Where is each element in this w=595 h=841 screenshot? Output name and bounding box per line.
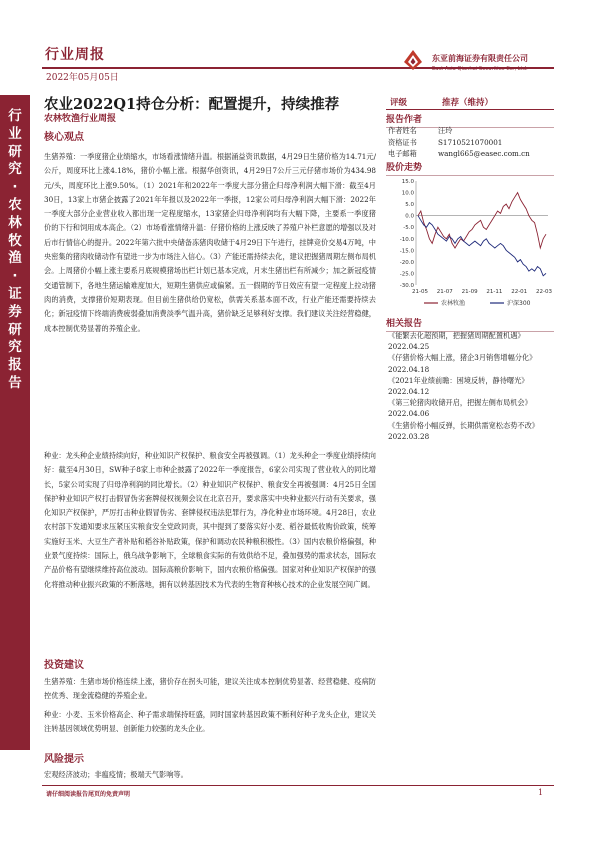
footer-divider [42, 785, 554, 786]
related-report-link[interactable]: 《仔猪价格大幅上涨，猪企3月销售增幅分化》2022.04.18 [388, 353, 537, 374]
sidebar-label: 行业研究·农林牧渔·证券研究报告 [8, 108, 22, 391]
analyst-key: 资格证书 [388, 137, 417, 147]
company-name-cn: 东亚前海证券有限责任公司 [432, 54, 528, 63]
report-title: 农业2022Q1持仓分析：配置提升，持续推荐 [44, 96, 340, 113]
y-tick-label: 10.0 [401, 190, 414, 197]
y-tick-label: -20.0 [399, 259, 414, 266]
related-heading: 相关报告 [386, 316, 554, 332]
company-name-en: East Asia Qianhai Securities Co., Ltd. [432, 66, 528, 72]
analyst-heading: 报告作者 [386, 112, 554, 128]
analyst-key: 电子邮箱 [388, 149, 417, 158]
x-tick-label: 21-09 [461, 289, 478, 295]
y-tick-label: 15.0 [401, 179, 414, 185]
stock-trend-chart [386, 175, 554, 313]
section-risk: 风险提示 [44, 754, 84, 765]
page-number: 1 [538, 788, 544, 797]
analyst-value: S1710521070001 [438, 137, 503, 147]
y-tick-label: -15.0 [399, 248, 414, 255]
analyst-row [388, 148, 554, 160]
y-tick-label: 5.0 [405, 202, 414, 209]
y-tick-label: -30.0 [399, 283, 414, 289]
company-logo-icon [400, 48, 426, 72]
paragraph-advice-pig: 生猪养殖：生猪市场价格连续上涨，猪价存在拐头可能，建议关注成本控制优势显著、经营稳健、疫病防控优秀、现金流稳健的养殖企业。 [44, 677, 376, 701]
legend-label: 农林牧渔 [441, 300, 466, 307]
x-tick-label: 21-07 [436, 289, 453, 295]
legend-label: 沪深300 [507, 300, 531, 307]
y-tick-label: 0.0 [405, 213, 414, 220]
rating-value: 推荐（维持） [442, 98, 494, 108]
doc-type-title: 行业周报 [45, 47, 105, 63]
stock-trend-heading: 股价走势 [386, 160, 554, 176]
section-core-view: 核心观点 [44, 132, 84, 143]
y-tick-label: -25.0 [399, 271, 414, 278]
paragraph-pig-farming: 生猪养殖：一季度猪企业绩缩水，市场看涨情绪升温。根据涌益资讯数据，4月29日生猪价格为14.71元/公斤，周度环比上涨4.18%，猪价小幅上涨。根据华创资讯，4月29日7公斤三元仔猪市场价为434.98元/头，周度环比上涨9.50%。（1）2021年和2022年一季度大部分猪企归母净利润大幅下滑：截至4月30日，13家上市猪企披露了2021年年报以及2022年一季报，12家公司归母净利润大幅下滑：2022年一季度大部分企业营业收入都出现一定程度缩水，13家猪企归母净利润均有大幅下降，主要系一季度猪价的下行和饲用成本高企。（2）市场看涨情绪升温：仔猪价格的上涨反映了养殖户补栏意愿的增强以及对后市行情信心的提升。2022年第六批中央储备冻猪肉收储于4月29日下午进行，挂牌竞价交易4万吨，中央密集的猪肉收储动作有望进一步为市场注入信心。（3）产能还需持续去化，建议把握猪周期左侧布局机会。上周猪价小幅上涨主要系月底规模猪场出栏计划已基本完成，月末生猪出栏有所减少；加之新冠疫情交通管制下，各地生猪运输难度加大，短期生猪供应或偏紧。五一假期的节日效应有望一定程度上拉动猪肉的消费，支撑猪价短期表现。但目前生猪供给仍宽松，供需关系基本面不改，行业产能还需要持续去化；新冠疫情下终端消费疲弱叠加消费淡季气温升高，猪价缺乏足够利好支撑。我们建议关注经营稳健，成本控制优势显著的养殖企业。 [44, 152, 376, 333]
rating-bar [386, 96, 554, 110]
analyst-email[interactable]: wangl665@easec.com.cn [438, 149, 530, 158]
x-tick-label: 21-11 [486, 289, 503, 295]
paragraph-seed-industry: 种业：龙头种企业绩持续向好，种业知识产权保护、粮食安全再被强调。（1）龙头种企一季度业绩持续向好：截至4月30日，SW种子8家上市种企披露了2022年一季度报告，6家公司实现了营业收入的同比增长，5家公司实现了归母净利润的同比增长。（2）种业知识产权保护、粮食安全再被强调：4月25日全国保护种业知识产权打击假冒伪劣套牌侵权视频会议在北京召开，要求落实中央种业振兴行动有关要求，强化知识产权保护，严厉打击种业假冒伪劣、套牌侵权违法犯罪行为，净化种业市场环境。4月28日，农业农村部下发通知要求压紧压实粮食安全党政同责，其中提到了要落实好小麦、稻谷最低收购价政策，统筹实施好玉米、大豆生产者补贴和稻谷补贴政策，保护和调动农民种粮积极性。（3）国内农粮价格偏强，种业景气度持续：国际上，俄乌战争影响下，全球粮食实际的有效供给不足，叠加强势的需求状态，国际农产品价格有望继续维持高位波动。国际高粮价影响下，国内农粮价格偏强。国家对种业知识产权保护的强化将推动种业振兴政策的不断落地，拥有以转基因技术为代表的生物育种核心技术的企业发展空间广阔。 [44, 451, 376, 589]
y-tick-label: -5.0 [403, 225, 414, 232]
report-date: 2022年05月05日 [46, 73, 119, 83]
rating-label: 评级 [390, 98, 408, 108]
x-tick-label: 22-01 [511, 289, 528, 295]
related-report-link[interactable]: 《生猪价格小幅反弹，长期供需宽松态势不改》2022.03.28 [388, 420, 539, 441]
paragraph-risk: 宏观经济波动；非瘟疫情；极端天气影响等。 [44, 770, 188, 779]
related-report-link[interactable]: 《能繁去化超预期，把握猪周期配置机遇》2022.04.25 [388, 331, 525, 352]
footer-disclaimer: 请仔细阅读报告尾页的免责声明 [46, 791, 131, 798]
y-tick-label: -10.0 [399, 236, 414, 243]
related-reports-list [388, 330, 552, 442]
related-report-link[interactable]: 《2021年业绩前瞻：困境反转，静待曙光》2022.04.12 [388, 375, 529, 397]
x-tick-label: 21-05 [412, 289, 428, 295]
paragraph-advice-seed: 种业：小麦、玉米价格高企、种子需求端保持旺盛，同时国家转基因政策不断利好种子龙头企业，建议关注转基因领域优势明显、创新能力较强的龙头企业。 [44, 710, 376, 734]
section-invest-advice: 投资建议 [44, 660, 84, 671]
analyst-row [388, 137, 554, 149]
x-tick-label: 22-03 [536, 289, 552, 295]
report-subtitle: 农林牧渔行业周报 [44, 114, 117, 124]
analyst-value: 汪玲 [438, 126, 453, 135]
analyst-table [388, 125, 554, 160]
series-line [418, 193, 546, 248]
analyst-key: 作者姓名 [388, 126, 417, 135]
analyst-row [388, 125, 554, 137]
related-report-link[interactable]: 《第三轮猪肉收储开启，把握左侧布局机会》2022.04.06 [388, 398, 532, 419]
